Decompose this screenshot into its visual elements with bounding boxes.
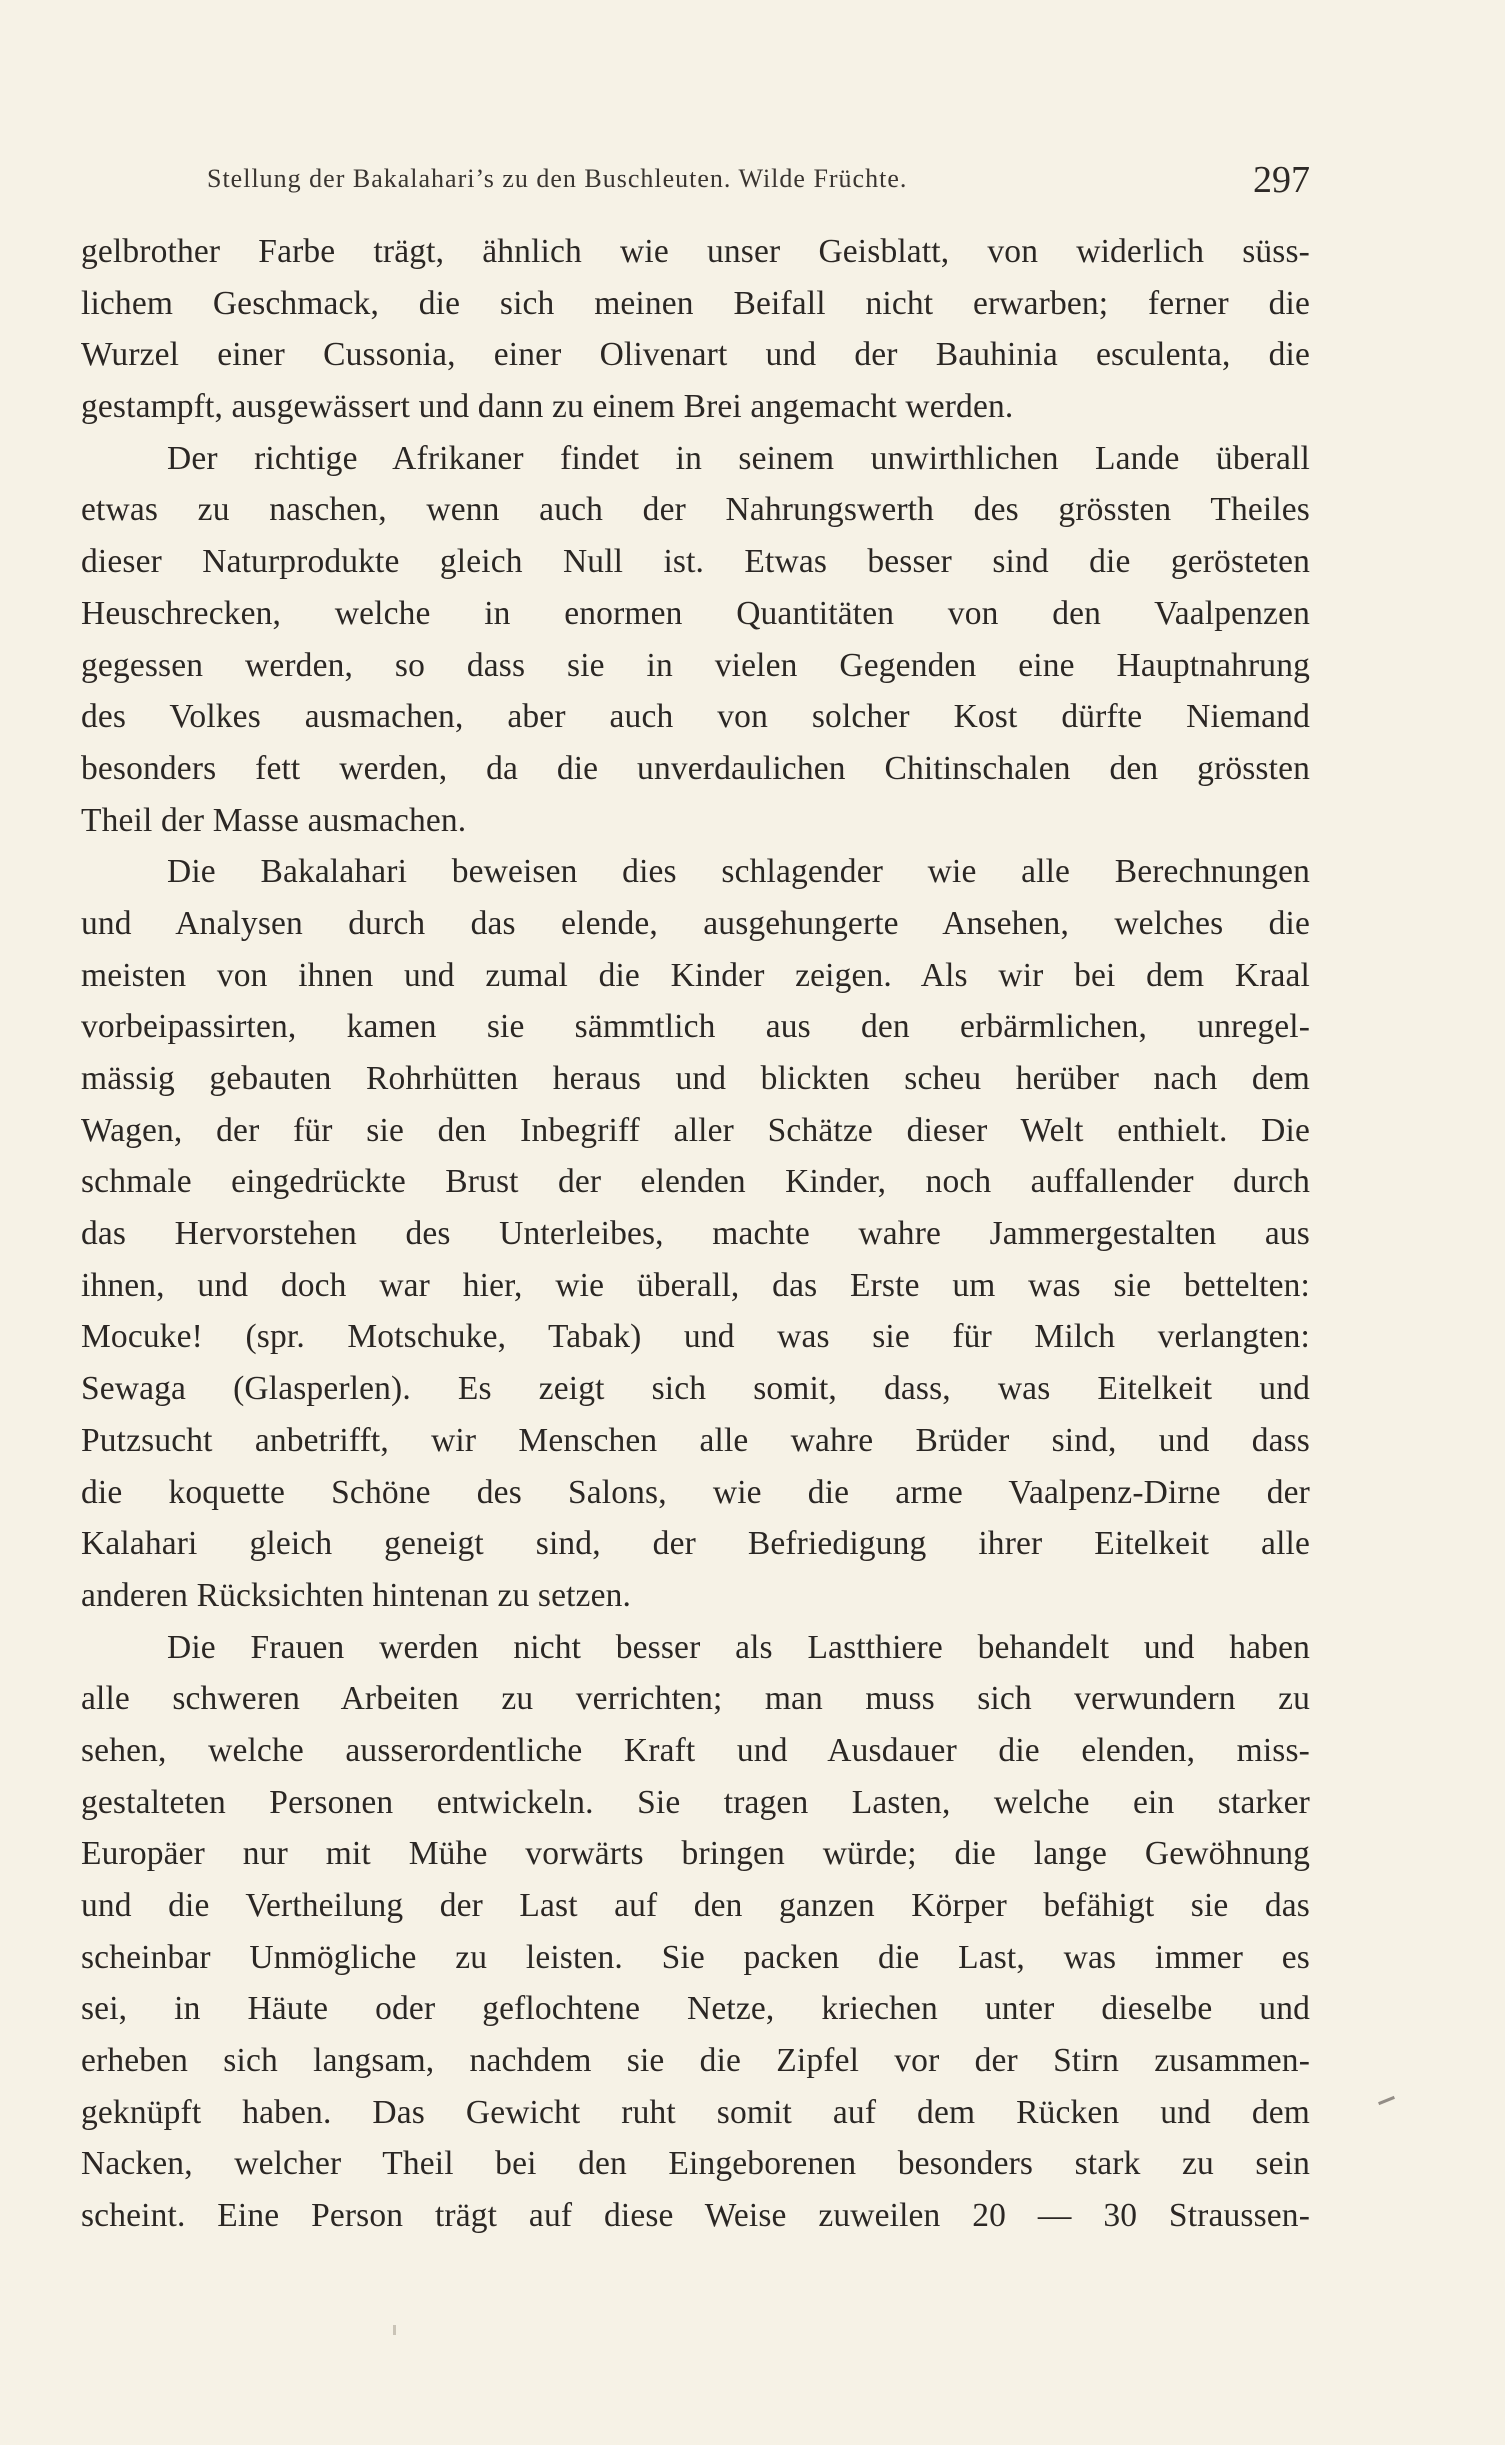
text-line: Sewaga (Glasperlen). Es zeigt sich somit, dass, was Eitelkeit und xyxy=(81,1370,1310,1408)
text-line: mässig gebauten Rohrhütten heraus und blickten scheu herüber nach dem xyxy=(81,1060,1310,1097)
text-line: dieser Naturprodukte gleich Null ist. Etwas besser sind die gerösteten xyxy=(81,543,1310,581)
text-line: Theil der Masse ausmachen. xyxy=(81,801,467,839)
text-line: Wagen, der für sie den Inbegriff aller Schätze dieser Welt enthielt. Die xyxy=(81,1111,1310,1149)
text-line: Der richtige Afrikaner findet in seinem unwirthlichen Lande überall xyxy=(167,439,1310,477)
text-line: schmale eingedrückte Brust der elenden Kinder, noch auffallender durch xyxy=(81,1163,1310,1201)
text-line: Die Frauen werden nicht besser als Lastthiere behandelt und haben xyxy=(167,1628,1310,1666)
text-line: scheint. Eine Person trägt auf diese Weise zuweilen 20 — 30 Straussen- xyxy=(81,2197,1310,2235)
text-line: sehen, welche ausserordentliche Kraft und Ausdauer die elenden, miss- xyxy=(81,1731,1310,1769)
text-line: gelbrother Farbe trägt, ähnlich wie unser Geisblatt, von widerlich süss- xyxy=(81,233,1310,270)
text-line: Die Bakalahari beweisen dies schlagender wie alle Berechnungen xyxy=(167,853,1310,891)
text-line: die koquette Schöne des Salons, wie die arme Vaalpenz-Dirne der xyxy=(81,1473,1310,1511)
text-line: scheinbar Unmögliche zu leisten. Sie packen die Last, was immer es xyxy=(81,1938,1310,1976)
running-header xyxy=(207,158,1310,206)
text-line: des Volkes ausmachen, aber auch von solcher Kost dürfte Niemand xyxy=(81,698,1310,736)
text-line: Kalahari gleich geneigt sind, der Befriedigung ihrer Eitelkeit alle xyxy=(81,1525,1310,1563)
text-line: anderen Rücksichten hintenan zu setzen. xyxy=(81,1576,632,1614)
text-line: Wurzel einer Cussonia, einer Olivenart und der Bauhinia esculenta, die xyxy=(81,336,1310,374)
text-line: gestampft, ausgewässert und dann zu einem Brei angemacht werden. xyxy=(81,388,1014,426)
text-line: geknüpft haben. Das Gewicht ruht somit auf dem Rücken und dem xyxy=(81,2093,1310,2131)
text-line: lichem Geschmack, die sich meinen Beifall nicht erwarben; ferner die xyxy=(81,284,1310,322)
text-line: sei, in Häute oder geflochtene Netze, kriechen unter dieselbe und xyxy=(81,1990,1310,2028)
text-line: Heuschrecken, welche in enormen Quantitäten von den Vaalpenzen xyxy=(81,594,1310,632)
text-line: meisten von ihnen und zumal die Kinder zeigen. Als wir bei dem Kraal xyxy=(81,956,1310,994)
text-line: das Hervorstehen des Unterleibes, machte wahre Jammergestalten aus xyxy=(81,1215,1310,1253)
text-line: und die Vertheilung der Last auf den ganzen Körper befähigt sie das xyxy=(81,1887,1310,1924)
text-line: etwas zu naschen, wenn auch der Nahrungswerth des grössten Theiles xyxy=(81,491,1310,529)
text-line: gegessen werden, so dass sie in vielen Gegenden eine Hauptnahrung xyxy=(81,646,1310,684)
text-line: erheben sich langsam, nachdem sie die Zipfel vor der Stirn zusammen- xyxy=(81,2042,1310,2080)
text-line: ihnen, und doch war hier, wie überall, das Erste um was sie bettelten: xyxy=(81,1266,1310,1304)
text-line: Mocuke! (spr. Motschuke, Tabak) und was sie für Milch verlangten: xyxy=(81,1318,1310,1356)
text-line: Europäer nur mit Mühe vorwärts bringen würde; die lange Gewöhnung xyxy=(81,1835,1310,1873)
body-text xyxy=(81,226,1310,2242)
print-mark xyxy=(1378,2096,1395,2105)
paper-speck xyxy=(393,2325,396,2335)
text-line: besonders fett werden, da die unverdaulichen Chitinschalen den grössten xyxy=(81,749,1310,787)
text-line: alle schweren Arbeiten zu verrichten; man muss sich verwundern zu xyxy=(81,1680,1310,1718)
text-line: und Analysen durch das elende, ausgehungerte Ansehen, welches die xyxy=(81,904,1310,942)
running-title: Stellung der Bakalahari’s zu den Buschleuten. Wilde Früchte. xyxy=(207,164,908,193)
text-line: Putzsucht anbetrifft, wir Menschen alle wahre Brüder sind, und dass xyxy=(81,1421,1310,1459)
page-number: 297 xyxy=(1253,159,1310,201)
text-line: vorbeipassirten, kamen sie sämmtlich aus den erbärmlichen, unregel- xyxy=(81,1008,1310,1046)
text-line: Nacken, welcher Theil bei den Eingeborenen besonders stark zu sein xyxy=(81,2145,1310,2183)
text-line: gestalteten Personen entwickeln. Sie tragen Lasten, welche ein starker xyxy=(81,1783,1310,1821)
